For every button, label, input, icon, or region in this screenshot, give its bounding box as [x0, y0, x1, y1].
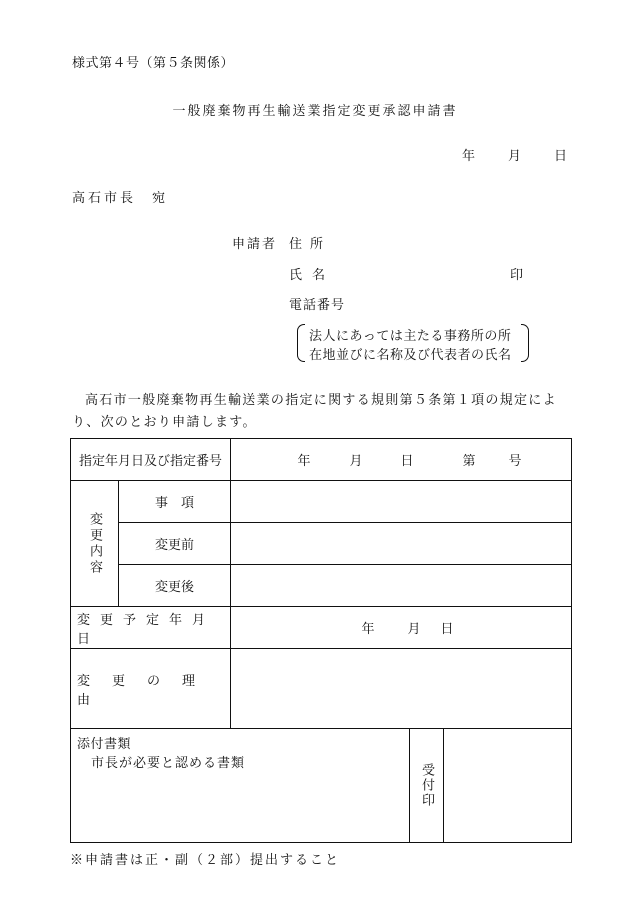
- date-month: 月: [508, 149, 522, 164]
- after-change-label: 変更後: [119, 565, 231, 607]
- attachments-row: [71, 729, 572, 843]
- before-change-label: 変更前: [119, 523, 231, 565]
- reason-label: 変更の理由: [71, 649, 231, 729]
- application-statement: [72, 390, 562, 434]
- date-year: 年: [462, 149, 476, 164]
- name-label: 氏名: [289, 268, 336, 283]
- designation-day: 日: [400, 454, 414, 469]
- before-change-row: [71, 523, 572, 565]
- designation-month: 月: [349, 454, 363, 469]
- item-input[interactable]: [231, 481, 572, 523]
- reason-input[interactable]: [231, 649, 572, 729]
- phone-label: 電話番号: [289, 298, 346, 313]
- applicant-heading: 申請者: [232, 237, 278, 252]
- after-change-input[interactable]: [231, 565, 572, 607]
- attachments-item: 市長が必要と認める書類: [91, 756, 246, 771]
- item-label: 事 項: [119, 481, 231, 523]
- schedule-year: 年: [361, 622, 375, 637]
- date-day: 日: [554, 149, 568, 164]
- change-item-row: [71, 481, 572, 523]
- designation-go: 号: [508, 454, 522, 469]
- corporate-note-line1: 法人にあっては主たる事務所の所: [309, 329, 512, 344]
- designation-input[interactable]: [231, 439, 572, 481]
- attachments-cell: [71, 729, 410, 843]
- designation-dai: 第: [462, 454, 476, 469]
- schedule-day: 日: [440, 622, 454, 637]
- schedule-input[interactable]: [231, 607, 572, 649]
- reason-row: [71, 649, 572, 729]
- address-label: 住所: [289, 237, 332, 252]
- footnote: ※申請書は正・副（２部）提出すること: [70, 853, 341, 868]
- change-content-label-cell: [71, 481, 119, 607]
- seal-mark: 印: [510, 268, 524, 283]
- attachments-label: 添付書類: [77, 737, 132, 752]
- application-form-table: [70, 438, 572, 843]
- schedule-month: 月: [407, 622, 421, 637]
- receipt-label: 受付印: [419, 763, 435, 808]
- before-change-input[interactable]: [231, 523, 572, 565]
- change-content-label: 変更内容: [87, 511, 102, 576]
- corporate-note-line2: 在地並びに名称及び代表者の氏名: [309, 348, 512, 363]
- application-statement-text: 高石市一般廃棄物再生輸送業の指定に関する規則第５条第１項の規定により、次のとおり申請します。: [72, 393, 557, 430]
- addressee: 高石市長 宛: [72, 191, 169, 206]
- bracket-left: [297, 324, 305, 362]
- receipt-label-cell: [410, 729, 444, 843]
- designation-year: 年: [297, 454, 311, 469]
- receipt-stamp-area: [444, 729, 572, 843]
- bracket-right: [521, 324, 529, 362]
- designation-label: 指定年月日及び指定番号: [71, 439, 231, 481]
- schedule-label: 変更予定年月日: [71, 607, 231, 649]
- after-change-row: [71, 565, 572, 607]
- corporate-note: [297, 324, 529, 362]
- document-title: 一般廃棄物再生輸送業指定変更承認申請書: [172, 104, 458, 119]
- form-number: 様式第４号（第５条関係）: [72, 56, 235, 71]
- designation-row: [71, 439, 572, 481]
- schedule-row: [71, 607, 572, 649]
